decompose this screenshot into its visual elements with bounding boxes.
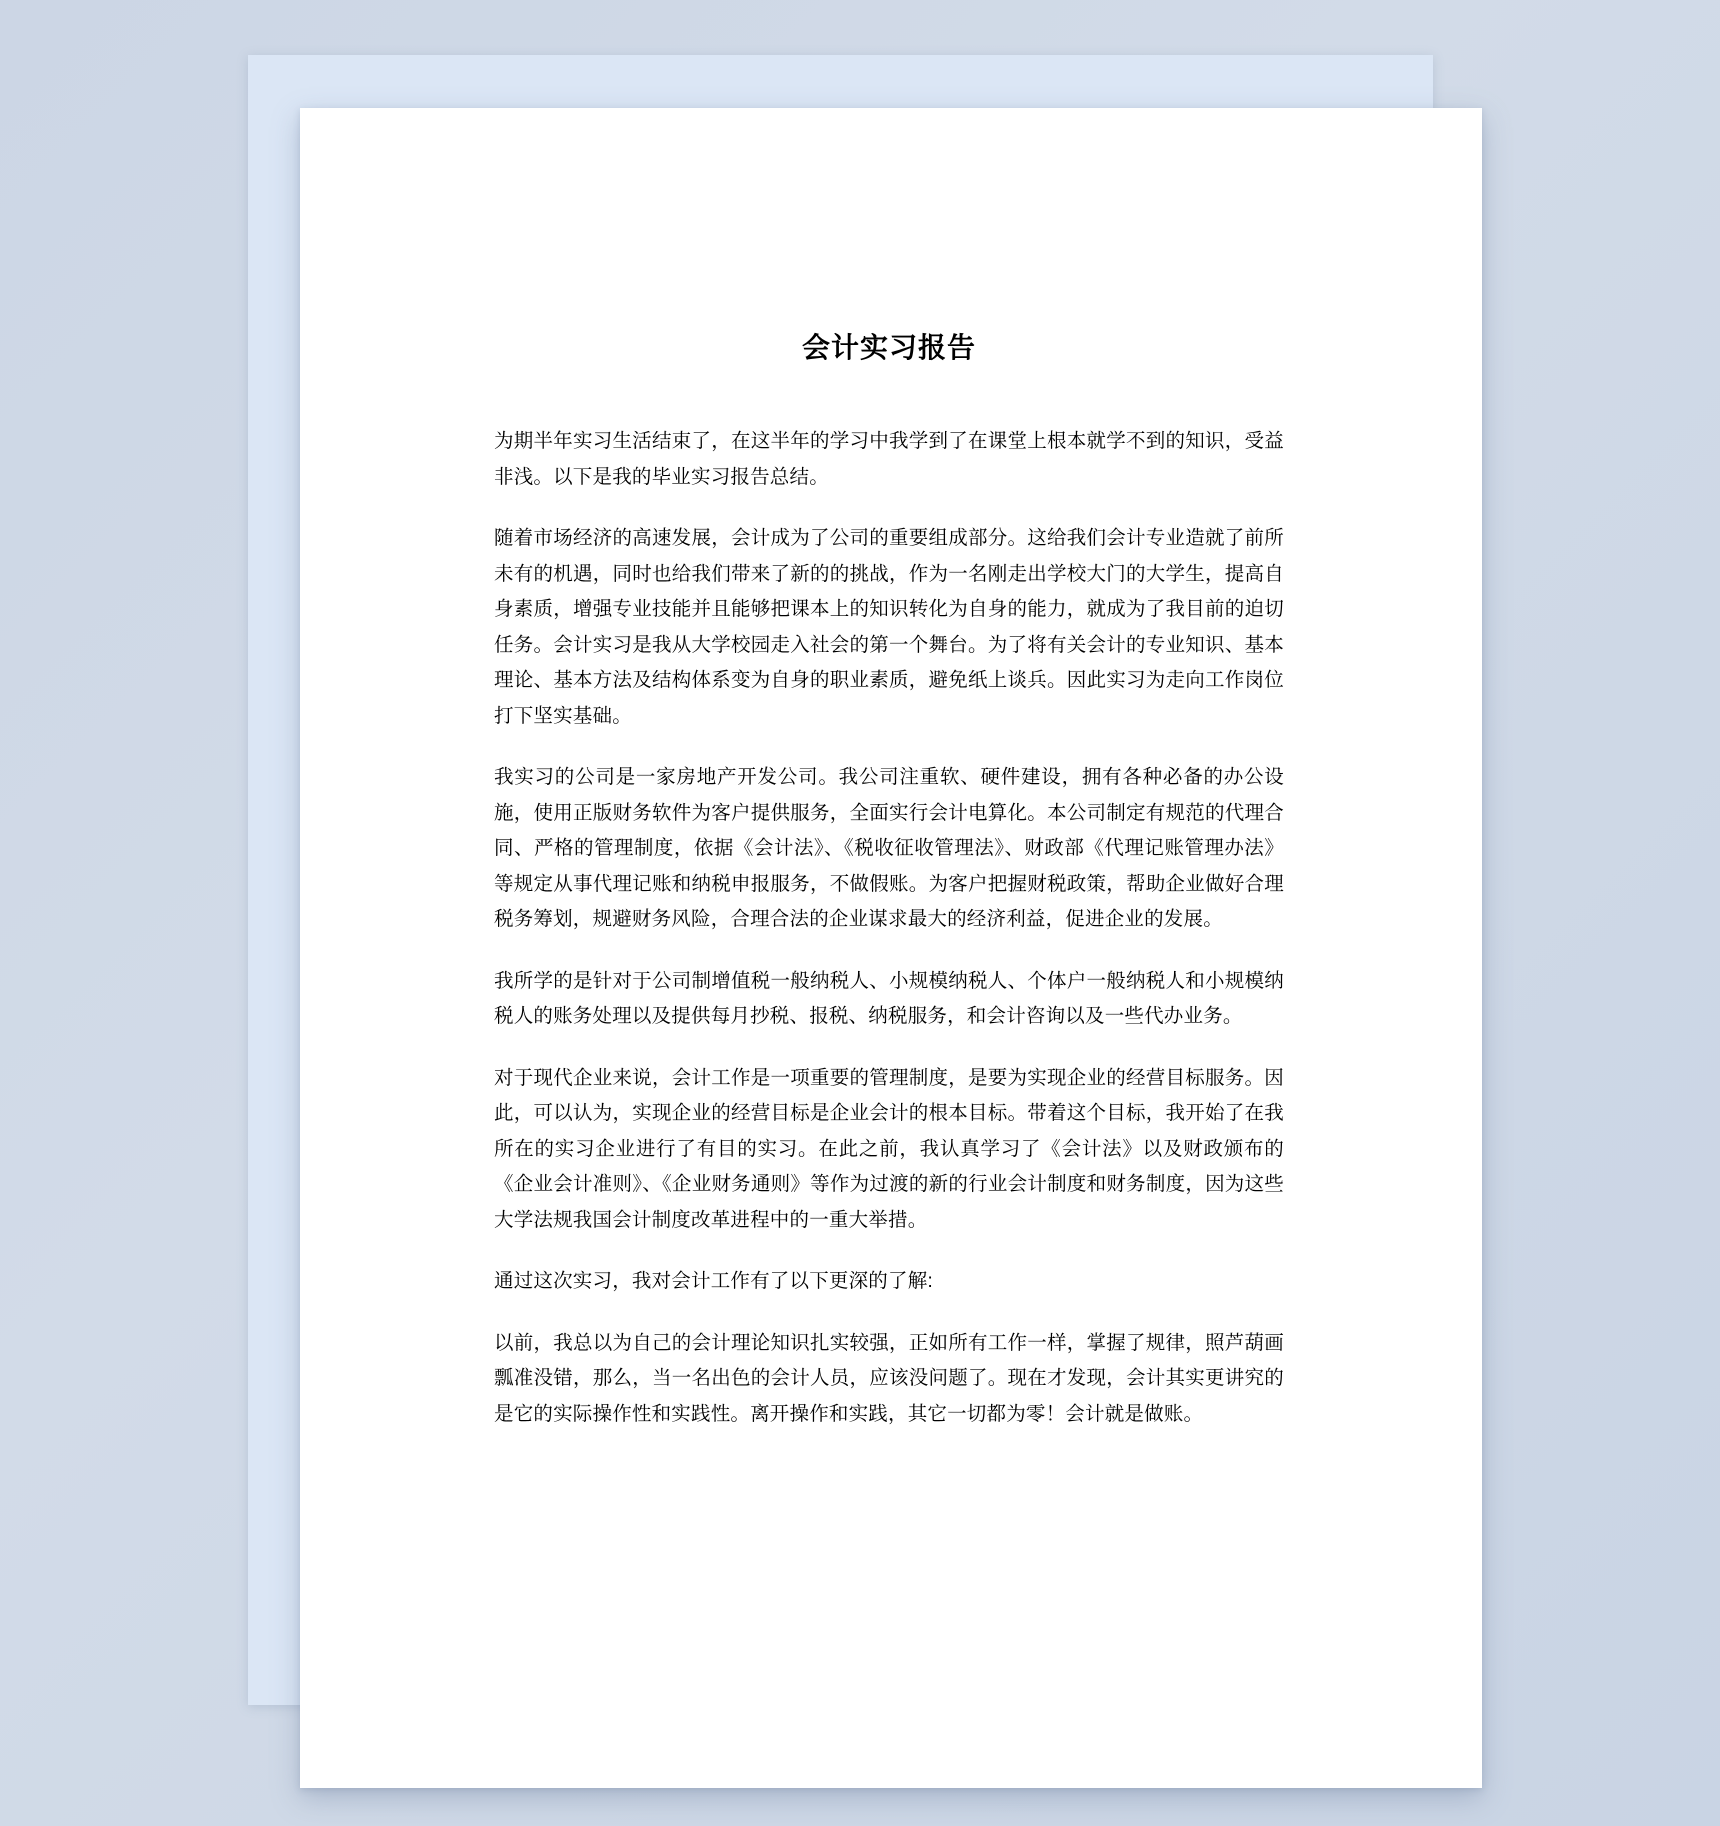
paragraph: 以前，我总以为自己的会计理论知识扎实较强，正如所有工作一样，掌握了规律，照芦葫画瓢准没错，那么，当一名出色的会计人员，应该没问题了。现在才发现，会计其实更讲究的是它的实际操作性和实践性。离开操作和实践，其它一切都为零！会计就是做账。 [494, 1331, 1284, 1425]
paragraph: 通过这次实习，我对会计工作有了以下更深的了解: [494, 1270, 934, 1293]
paragraph: 对于现代企业来说，会计工作是一项重要的管理制度，是要为实现企业的经营目标服务。因此，可以认为，实现企业的经营目标是企业会计的根本目标。带着这个目标，我开始了在我所在的实习企业进行了有目的实习。在此之前，我认真学习了《会计法》以及财政颁布的《企业会计准则》、《企业财务通则》等作为过渡的新的行业会计制度和财务制度，因为这些大学法规我国会计制度改革进程中的一重大举措。 [494, 1066, 1284, 1231]
paragraph: 随着市场经济的高速发展，会计成为了公司的重要组成部分。这给我们会计专业造就了前所未有的机遇，同时也给我们带来了新的的挑战，作为一名刚走出学校大门的大学生，提高自身素质，增强专业技能并且能够把课本上的知识转化为自身的能力，就成为了我目前的迫切任务。会计实习是我从大学校园走入社会的第一个舞台。为了将有关会计的专业知识、基本理论、基本方法及结构体系变为自身的职业素质，避免纸上谈兵。因此实习为走向工作岗位打下坚实基础。 [494, 527, 1284, 727]
paragraph: 我所学的是针对于公司制增值税一般纳税人、小规模纳税人、个体户一般纳税人和小规模纳税人的账务处理以及提供每月抄税、报税、纳税服务，和会计咨询以及一些代办业务。 [494, 969, 1284, 1028]
page-content [494, 330, 1284, 1432]
paragraph: 为期半年实习生活结束了，在这半年的学习中我学到了在课堂上根本就学不到的知识，受益非浅。以下是我的毕业实习报告总结。 [494, 430, 1284, 488]
document-page [300, 108, 1482, 1788]
page-title: 会计实习报告 [801, 332, 976, 363]
paragraph: 我实习的公司是一家房地产开发公司。我公司注重软、硬件建设，拥有各种必备的办公设施，使用正版财务软件为客户提供服务，全面实行会计电算化。本公司制定有规范的代理合同、严格的管理制度，依据《会计法》、《税收征收管理法》、财政部《代理记账管理办法》等规定从事代理记账和纳税申报服务，不做假账。为客户把握财税政策，帮助企业做好合理税务筹划，规避财务风险，合理合法的企业谋求最大的经济利益，促进企业的发展。 [494, 766, 1284, 931]
